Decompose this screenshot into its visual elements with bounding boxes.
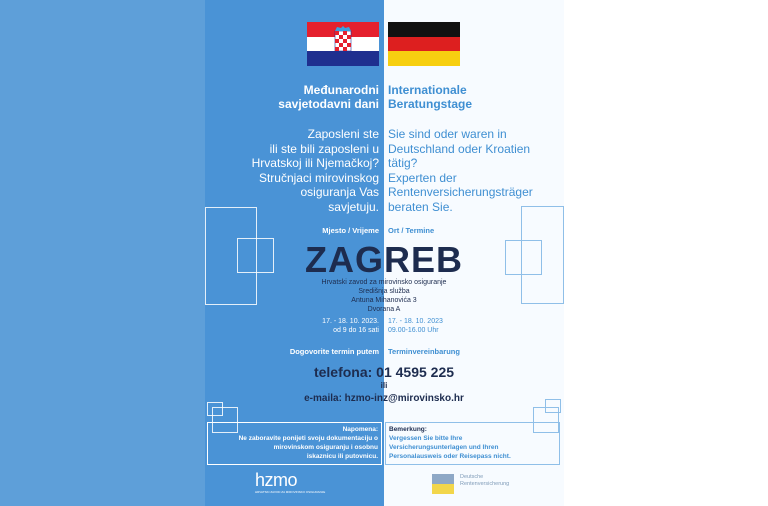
city-name: ZAGREB [305,239,463,280]
note-box-de [385,422,560,465]
dates-de: 17. - 18. 10. 2023 09.00-16.00 Uhr [388,318,443,334]
note-line: Vergessen Sie bitte Ihre [389,435,463,442]
address: Hrvatski zavod za mirovinsko osiguranje Središnja služba Antuna Mihanovića 3 Dvorana A [321,279,447,313]
dates-hr: 17. - 18. 10. 2023. od 9 do 16 sati [322,318,379,334]
note-line: mirovinskom osiguranju i osobnu [273,444,378,451]
note-line: iskaznicu ili putovnicu. [306,453,378,460]
title-de: Internationale Beratungstage [388,83,473,111]
drv-text: Deutsche [460,474,484,480]
place-label-de: Ort / Termine [388,226,435,235]
note-line: Ne zaboravite ponijeti svoju dokumentaciju o [238,435,378,442]
or-text: ili [380,381,388,390]
phone[interactable]: telefona: 01 4595 225 [313,364,455,380]
note-title-hr: Napomena: [342,426,378,433]
hzmo-logo [255,470,325,494]
email[interactable]: e-maila: hzmo-inz@mirovinsko.hr [304,393,464,404]
hzmo-subtitle: HRVATSKI ZAVOD ZA MIROVINSKO OSIGURANJE [255,490,326,494]
croatia-flag-icon [307,22,379,66]
title-hr: Međunarodni savjetodavni dani [278,83,379,111]
drv-logo-icon [432,474,454,494]
appointment-de: Terminvereinbarung [388,347,460,356]
appointment-hr: Dogovorite termin putem [289,347,379,356]
germany-flag-icon [388,22,460,66]
question-de: Sie sind oder waren in Deutschland oder Kroatien tätig? Experten der Rentenversicherungsträger beraten Sie. [388,127,533,214]
note-line: Personalausweis oder Reisepass nicht. [389,453,511,460]
question-hr: Zaposleni ste ili ste bili zaposleni u Hrvatskoj ili Njemačkoj? Stručnjaci mirovinskog osiguranja Vas savjetuju. [251,127,379,214]
hzmo-wordmark: hzmo [255,470,298,490]
drv-text: Rentenversicherung [460,481,510,487]
place-label-hr: Mjesto / Vrijeme [322,226,379,235]
note-line: Versicherungsunterlagen und Ihren [389,444,499,451]
note-title-de: Bemerkung: [389,426,427,433]
note-box-hr [207,422,382,465]
